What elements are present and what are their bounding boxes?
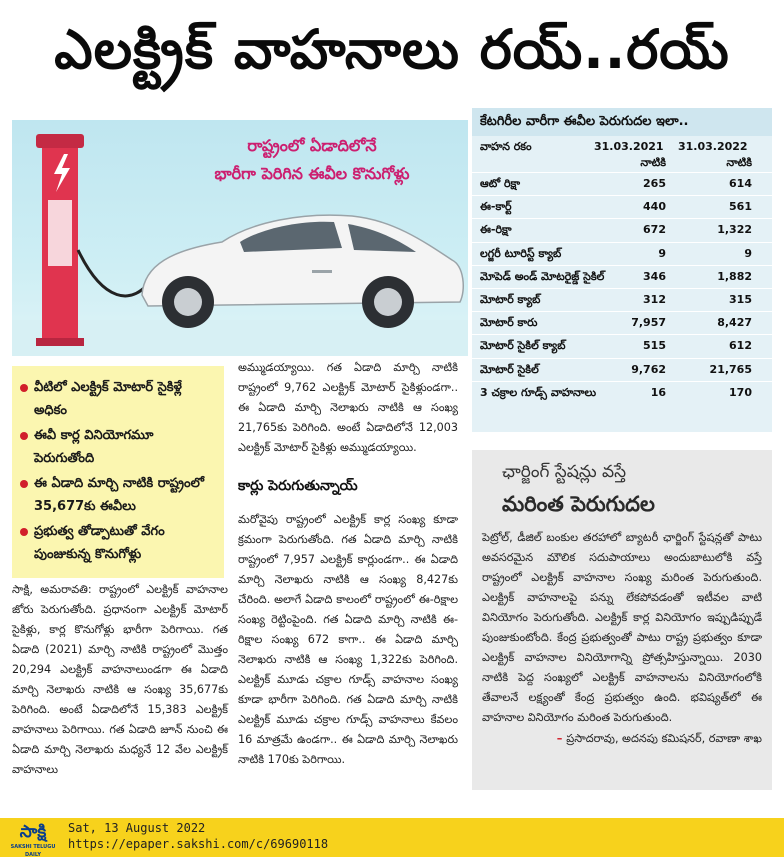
header-date-1: 31.03.2021 [594, 140, 664, 153]
header-sub-2: నాటికి [726, 156, 752, 169]
table-row [472, 265, 772, 288]
table-row [472, 358, 772, 381]
sidebar-signature [482, 732, 762, 748]
article-subheading: కార్లు పెరుగుతున్నాయ్ [238, 478, 358, 494]
row-value-2021: 9,762 [631, 362, 666, 376]
table-header [472, 136, 772, 172]
highlight-item: వీటిలో ఎలక్ట్రిక్ మోటార్ సైకిళ్లే అధికం [20, 376, 218, 422]
bullet-icon [20, 528, 28, 536]
table-row [472, 381, 772, 404]
category-table [472, 108, 772, 432]
caption-line-2: భారీగా పెరిగిన ఈవీల కొనుగోళ్లు [214, 164, 410, 183]
caption-line-1: రాష్ట్రంలో ఏడాదిలోనే [247, 136, 377, 155]
row-vehicle-type: మోపెడ్ అండ్ మోటరైజ్డ్ సైకిల్ [480, 269, 605, 283]
table-row [472, 195, 772, 218]
bullet-icon [20, 384, 28, 392]
ev-illustration [12, 120, 468, 356]
row-value-2022: 1,882 [717, 269, 752, 283]
row-vehicle-type: మోటార్ సైకిల్ [480, 362, 539, 376]
row-vehicle-type: ఈ-కార్ట్ [480, 200, 512, 214]
row-vehicle-type: లగ్జరీ టూరిస్ట్ క్యాబ్ [480, 246, 562, 260]
row-value-2021: 672 [643, 223, 666, 237]
article-column-2-bottom: మరోవైపు రాష్ట్రంలో ఎలక్ట్రిక్ కార్ల సంఖ్య కూడా క్రమంగా పెరుగుతోంది. గత ఏడాది మార్చి నాటికి రాష్ట్రంలో 7,957 ఎలక్ట్రిక్ కార్లుండగా.. ఈ ఏడాది మార్చి నెలాఖరు నాటికి ఆ సంఖ్య 8,427కు చేరింది. అలాగే ఏడాది కాలంలో రాష్ట్రంలో ఈ-రిక్షాల సంఖ్య రెట్టింపైంది. గత ఏడాది మార్చి నాటికి ఈ-రిక్షాల సంఖ్య 672 కాగా.. ఈ ఏడాది మార్చి నెలాఖరు నాటికి ఆ సంఖ్య 1,322కు పెరిగింది. ఎలక్ట్రిక్ మూడు చక్రాల గూడ్స్ వాహనాల సంఖ్య కూడా భారీగా పెరిగింది. గత ఏడాది మార్చి నాటికి ఎలక్ట్రిక్ మూడు చక్రాల గూడ్స్ వాహనాలు కేవలం 16 మాత్రమే ఉండగా.. ఈ ఏడాది మార్చి నెలాఖరు నాటికి 170కు పెరిగాయి. [238, 513, 458, 766]
header-sub-1: నాటికి [640, 156, 666, 169]
row-vehicle-type: మోటార్ క్యాబ్ [480, 292, 541, 306]
header-vehicle-type: వాహన రకం [480, 140, 532, 153]
row-vehicle-type: మోటార్ సైకిల్ క్యాబ్ [480, 339, 566, 353]
car-icon [142, 215, 463, 328]
logo-text: సాక్షి [19, 822, 47, 842]
footer-bar [0, 818, 784, 857]
sidebar-title-1: ఛార్జింగ్ స్టేషన్లు వస్తే [502, 462, 627, 482]
headline: ఎలక్ట్రిక్ వాహనాలు రయ్..రయ్ [54, 18, 730, 81]
highlight-item: ఈవీ కార్ల వినియోగమూ పెరుగుతోంది [20, 424, 218, 470]
charger-icon [36, 134, 84, 346]
article-column-1: సాక్షి, అమరావతి: రాష్ట్రంలో ఎలక్ట్రిక్ వాహనాల జోరు పెరుగుతోంది. ప్రధానంగా ఎలక్ట్రిక్ మోటార్ సైకిళ్లు, కార్ల కొనుగోళ్లు భారీగా పెరిగాయి. గత ఏడాది (2021) మార్చి నాటికి రాష్ట్రంలో మొత్తం 20,294 ఎలక్ట్రిక్ వాహనాలుండగా ఈ ఏడాది మార్చి నెలాఖరు నాటికి ఆ సంఖ్య 35,677కు పెరిగింది. అంటే ఏడాదిలోనే 15,383 ఎలక్ట్రిక్ వాహనాలు పెరిగాయి. గత ఏడాది జూన్ నుంచి ఈ ఏడాది మార్చి నెలాఖరు మధ్యనే 12 వేల ఎలక్ట్రిక్ వాహనాలు [12, 583, 228, 776]
row-value-2021: 515 [643, 339, 666, 353]
bullet-icon [20, 432, 28, 440]
row-vehicle-type: ఆటో రిక్షా [480, 177, 521, 190]
table-row [472, 311, 772, 334]
sidebar-title-2: మరింత పెరుగుదల [502, 492, 655, 516]
row-value-2021: 9 [658, 246, 666, 260]
row-value-2022: 1,322 [717, 223, 752, 237]
table-body [472, 172, 772, 404]
row-value-2022: 315 [729, 292, 752, 306]
highlight-item: ఈ ఏడాది మార్చి నాటికి రాష్ట్రంలో 35,677కు ఈవీలు [20, 472, 218, 518]
row-vehicle-type: మోటార్ కారు [480, 316, 538, 330]
signature-text: ప్రసాదరావు, అదనపు కమిషనర్, రవాణా శాఖ [566, 732, 762, 745]
row-value-2022: 561 [729, 200, 752, 214]
table-row [472, 242, 772, 265]
charging-sidebar [472, 450, 772, 790]
logo-subtext: SAKSHI TELUGU DAILY [10, 844, 56, 857]
highlights-box [12, 366, 224, 578]
row-value-2022: 21,765 [709, 362, 752, 376]
highlight-item: ప్రభుత్వ తోడ్పాటుతో వేగం పుంజుకున్న కొనుగోళ్లు [20, 520, 218, 566]
row-value-2022: 614 [729, 177, 752, 190]
row-value-2021: 440 [643, 200, 666, 214]
row-value-2022: 8,427 [717, 316, 752, 330]
row-value-2021: 346 [643, 269, 666, 283]
sakshi-logo[interactable] [4, 821, 62, 857]
row-vehicle-type: 3 చక్రాల గూడ్స్ వాహనాలు [480, 385, 597, 399]
row-value-2021: 7,957 [631, 316, 666, 330]
dash: – [556, 732, 567, 745]
row-value-2022: 9 [744, 246, 752, 260]
footer-date: Sat, 13 August 2022 [68, 821, 206, 835]
bullet-icon [20, 480, 28, 488]
row-value-2022: 612 [729, 339, 752, 353]
row-value-2021: 265 [643, 177, 666, 190]
table-row [472, 218, 772, 241]
table-title: కేటగిరీల వారీగా ఈవీల పెరుగుదల ఇలా.. [472, 108, 772, 136]
sidebar-body: పెట్రోల్, డీజిల్ బంకుల తరహాలో బ్యాటరీ ఛార్జింగ్ స్టేషన్లతో పాటు అవసరమైన మౌలిక సదుపాయాలు అందుబాటులోకి వస్తే రాష్ట్రంలో ఎలక్ట్రిక్ వాహనాల సంఖ్య మరింత పెరుగుతుంది. ఎలక్ట్రిక్ వాహనాలపై పన్ను లేకపోవడంతో ఇటీవల వాటి వినియోగం పెరుగుతోంది. ఎలక్ట్రిక్ కార్ల వినియోగం ఇప్పుడిప్పుడే పుంజుకుంటోంది. కేంద్ర ప్రభుత్వంతో పాటు రాష్ట్ర ప్రభుత్వం కూడా ఎలక్ట్రిక్ వాహనాల వినియోగాన్ని ప్రోత్సహిస్తున్నాయి. 2030 నాటికి పెద్ద సంఖ్యలో ఎలక్ట్రిక్ వాహనాలను వినియోగంలోకి తేవాలనే లక్ష్యంతో కేంద్ర ప్రభుత్వం ఉంది. భవిష్యత్‌లో ఈ వాహనాల వినియోగం మరింత పెరుగుతుంది. [482, 531, 762, 724]
footer-url-link[interactable]: https://epaper.sakshi.com/c/69690118 [68, 837, 329, 851]
row-vehicle-type: ఈ-రిక్షా [480, 223, 512, 237]
row-value-2021: 16 [650, 385, 666, 399]
row-value-2022: 170 [729, 385, 752, 399]
table-row [472, 334, 772, 357]
table-row [472, 288, 772, 311]
row-value-2021: 312 [643, 292, 666, 306]
illustration-caption [162, 132, 462, 188]
header-date-2: 31.03.2022 [678, 140, 748, 153]
table-row [472, 172, 772, 195]
article-column-2-top: అమ్ముడయ్యాయి. గత ఏడాది మార్చి నాటికి రాష్ట్రంలో 9,762 ఎలక్ట్రిక్ మోటార్ సైకిళ్లుండగా.. ఈ ఏడాది మార్చి నెలాఖరు నాటికి ఆ సంఖ్య 21,765కు పెరిగింది. అంటే ఏడాదిలోనే 12,003 ఎలక్ట్రిక్ మోటార్ సైకిళ్లు అమ్ముడయ్యాయి. [238, 361, 458, 454]
highlights-list [20, 376, 218, 566]
